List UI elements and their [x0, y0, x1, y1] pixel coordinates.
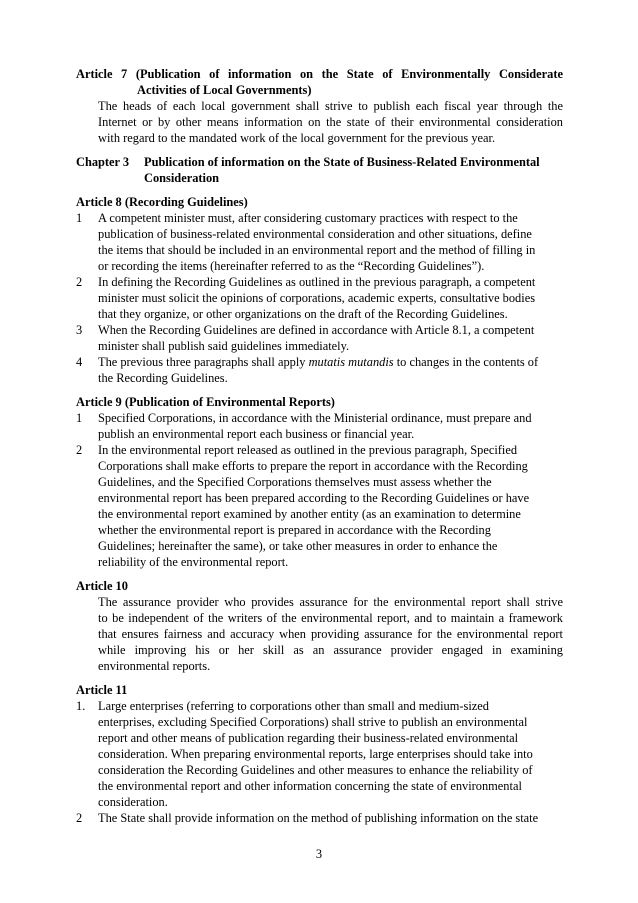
body-line: to be independent of the writers of the environmental report, and to maintain a framework [98, 611, 563, 625]
article-9-title: Article 9 (Publication of Environmental Reports) [76, 395, 335, 409]
item-line: consideration. [98, 795, 168, 809]
article-11-item-1 [76, 698, 563, 810]
article-10-title: Article 10 [76, 579, 128, 593]
article-8-item-1 [76, 210, 563, 274]
item-line: Guidelines, and the Specified Corporations themselves must assess whether the [98, 475, 492, 489]
item-line: The State shall provide information on the method of publishing information on the state [98, 811, 539, 825]
item-line: Guidelines; hereinafter the same), or take other measures in order to enhance the [98, 539, 498, 553]
item-line: the environmental report examined by another entity (as an examination to determine [98, 507, 521, 521]
item-line: consideration. When preparing environmental reports, large enterprises should take into [98, 747, 533, 761]
item-line: In defining the Recording Guidelines as outlined in the previous paragraph, a competent [98, 275, 536, 289]
article-9-item-1 [76, 410, 563, 442]
body-line: The assurance provider who provides assurance for the environmental report shall strive [98, 595, 563, 609]
article-7-body-line: The heads of each local government shall strive to publish each fiscal year through the [98, 99, 563, 113]
italic-term: mutatis mutandis [308, 355, 394, 369]
body-line: environmental reports. [98, 659, 211, 673]
article-11-item-2 [76, 810, 563, 826]
item-line: minister must solicit the opinions of corporations, academic experts, consultative bodies [98, 291, 536, 305]
chapter-3-heading [76, 154, 563, 186]
item-line: whether the environmental report is prepared in accordance with the Recording [98, 523, 491, 537]
item-line: environmental report has been prepared according to the Recording Guidelines or have [98, 491, 530, 505]
article-8-item-4 [76, 354, 563, 386]
item-line: the Recording Guidelines. [98, 371, 228, 385]
article-11 [76, 682, 563, 826]
item-number: 1. [76, 699, 86, 713]
item-line: In the environmental report released as outlined in the previous paragraph, Specified [98, 443, 518, 457]
item-line: the items that should be included in an environmental report and the method of filling in [98, 243, 536, 257]
chapter-title-line2: Consideration [144, 171, 220, 185]
item-line: Specified Corporations, in accordance with the Ministerial ordinance, must prepare and [98, 411, 532, 425]
item-text: The previous three paragraphs shall apply [98, 355, 309, 369]
item-line [76, 354, 563, 370]
item-line: consideration the Recording Guidelines and other measures to enhance the reliability of [98, 763, 533, 777]
item-line: reliability of the environmental report. [98, 555, 289, 569]
item-line: Corporations shall make efforts to prepare the report in accordance with the Recording [98, 459, 528, 473]
chapter-label: Chapter 3 [76, 155, 130, 169]
item-line: enterprises, excluding Specified Corporations) shall strive to publish an environmental [98, 715, 528, 729]
item-line: minister shall publish said guidelines immediately. [98, 339, 350, 353]
article-11-title: Article 11 [76, 683, 128, 697]
article-8-title: Article 8 (Recording Guidelines) [76, 195, 248, 209]
chapter-title-line1: Publication of information on the State of Business-Related Environmental [144, 155, 540, 169]
article-7-body-line: with regard to the mandated work of the local government for the previous year. [98, 131, 496, 145]
item-number: 1 [76, 411, 83, 425]
article-7 [76, 66, 563, 146]
item-number: 1 [76, 211, 83, 225]
item-number: 2 [76, 811, 83, 825]
item-line: that they organize, or other organizations on the draft of the Recording Guidelines. [98, 307, 508, 321]
item-line: the environmental report and other information concerning the state of environmental [98, 779, 522, 793]
article-7-title-line1: Article 7 (Publication of information on the State of Environmentally Considerate [76, 67, 563, 81]
article-9-item-2 [76, 442, 563, 570]
item-line: publication of business-related environmental consideration and other situations, define [98, 227, 532, 241]
body-line: that ensures fairness and accuracy when providing assurance for the environmental report [98, 627, 563, 641]
item-line: Large enterprises (referring to corporations other than small and medium-sized [98, 699, 489, 713]
article-8-item-2 [76, 274, 563, 322]
article-7-body-line: Internet or by other means information on the state of their environmental consideration [98, 115, 563, 129]
item-number: 2 [76, 443, 83, 457]
page-number: 3 [315, 847, 323, 861]
item-line: A competent minister must, after considering customary practices with respect to the [98, 211, 518, 225]
item-number: 4 [76, 355, 83, 369]
item-text: to changes in the contents of [393, 355, 539, 369]
document-body [76, 66, 563, 826]
item-line: report and other means of publication regarding their business-related environmental [98, 731, 519, 745]
item-number: 3 [76, 323, 83, 337]
item-line: or recording the items (hereinafter referred to as the “Recording Guidelines”). [98, 259, 485, 273]
item-number: 2 [76, 275, 83, 289]
article-8 [76, 194, 563, 386]
article-8-item-3 [76, 322, 563, 354]
article-7-title-line2: Activities of Local Governments) [137, 83, 312, 97]
item-line: publish an environmental report each business or financial year. [98, 427, 415, 441]
item-line: When the Recording Guidelines are defined in accordance with Article 8.1, a competent [98, 323, 535, 337]
body-line: while improving his or her skill as an assurance provider engaged in examining [98, 643, 563, 657]
article-10 [76, 578, 563, 674]
article-9 [76, 394, 563, 570]
